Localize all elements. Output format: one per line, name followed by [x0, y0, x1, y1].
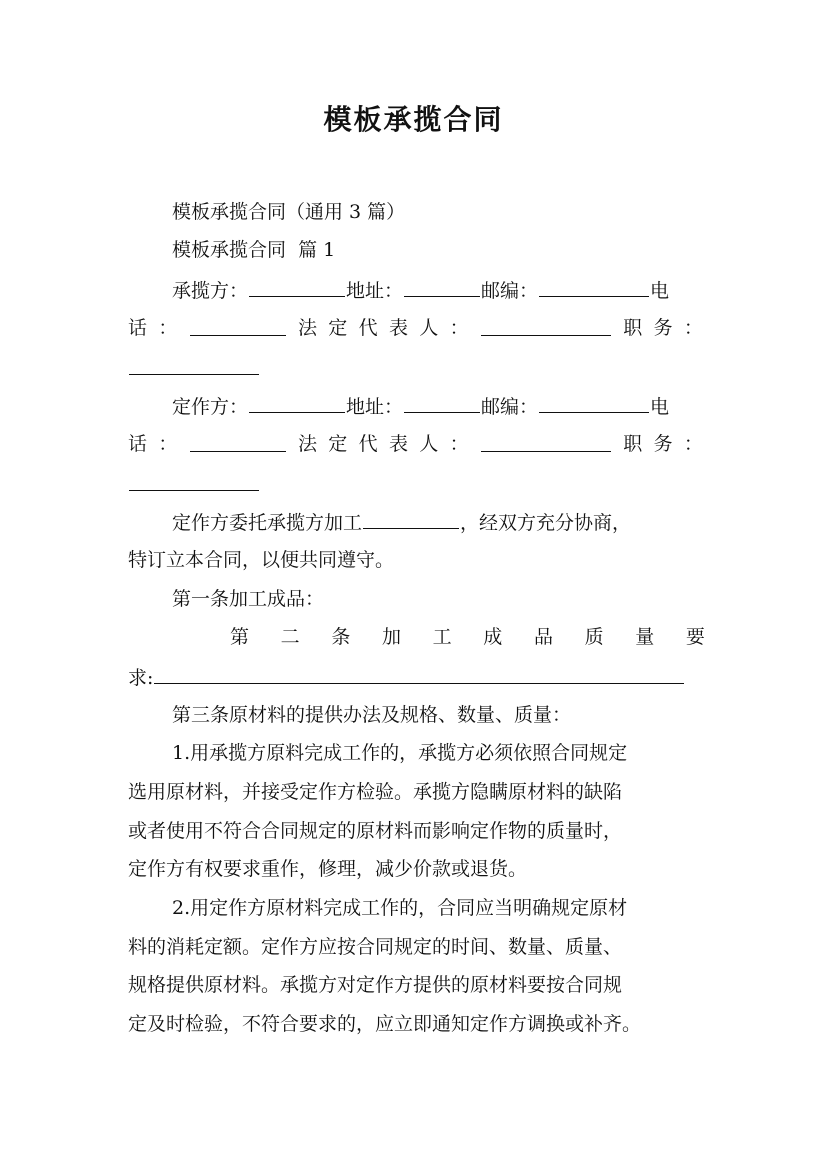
clause-2-char: 量 [635, 626, 655, 648]
item-1-line: 1.用承揽方原料完成工作的，承揽方必须依照合同规定 [172, 742, 628, 764]
document-title: 模板承揽合同 [323, 103, 504, 136]
contractor-address-label: 地址： [346, 280, 404, 302]
contractor-position-line [128, 352, 260, 384]
contractor-rep-line [128, 313, 703, 343]
client-rep-line [128, 429, 703, 459]
client-legal-rep-label-char: 定 [328, 433, 348, 455]
clause-3: 第三条原材料的提供办法及规格、数量、质量： [172, 704, 572, 726]
client-legal-rep-label-char: ： [449, 433, 469, 455]
contractor-postcode-blank [539, 274, 649, 297]
contractor-legal-rep-label-char: 法 [297, 317, 317, 339]
item-1-line: 选用原材料，并接受定作方检验。承揽方隐瞒原材料的缺陷 [128, 781, 623, 803]
contractor-party-label: 承揽方： [172, 280, 249, 302]
client-legal-rep-label-char: 人 [419, 433, 439, 455]
item-2-line: 2.用定作方原材料完成工作的，合同应当明确规定原材 [172, 897, 628, 919]
contractor-phone-blank [190, 313, 286, 336]
clause-2-char: 成 [483, 626, 503, 648]
item-1-line: 定作方有权要求重作，修理，减少价款或退货。 [128, 858, 528, 880]
item-2-line: 料的消耗定额。定作方应按合同规定的时间、数量、质量、 [128, 936, 623, 958]
clause-1: 第一条加工成品： [172, 588, 325, 610]
clause-2-line-1 [230, 622, 705, 652]
client-position-blank [129, 468, 259, 491]
client-phone-label-part1: 电 [650, 396, 670, 418]
clause-2-text: 求: [128, 667, 154, 689]
document-subtitle: 模板承揽合同（通用 3 篇） [172, 201, 406, 223]
contractor-position-label-char: 务 [653, 317, 673, 339]
client-postcode-blank [539, 390, 649, 413]
client-party-label: 定作方： [172, 396, 249, 418]
contractor-legal-rep-blank [481, 313, 611, 336]
client-position-label-char: 务 [653, 433, 673, 455]
clause-2-char: 加 [381, 626, 401, 648]
quality-requirement-blank [154, 661, 684, 684]
client-position-label-char: ： [683, 433, 703, 455]
client-phone-label-char: ： [158, 433, 178, 455]
clause-2-char: 质 [584, 626, 604, 648]
processing-item-blank [363, 506, 459, 529]
clause-2-char: 二 [280, 626, 300, 648]
intro-text-b: ，经双方充分协商， [460, 512, 632, 534]
client-phone-blank [190, 429, 286, 452]
contractor-legal-rep-label-char: 人 [419, 317, 439, 339]
intro-line-1 [172, 506, 631, 538]
clause-2-char: 条 [331, 626, 351, 648]
contractor-phone-label-part1: 电 [650, 280, 670, 302]
contractor-position-label-char: ： [683, 317, 703, 339]
client-postcode-label: 邮编： [481, 396, 539, 418]
client-position-label-char: 职 [623, 433, 643, 455]
contractor-phone-label-char: ： [158, 317, 178, 339]
contractor-legal-rep-label-char: 表 [388, 317, 408, 339]
clause-2-char: 工 [432, 626, 452, 648]
client-address-label: 地址： [346, 396, 404, 418]
item-1-line: 或者使用不符合合同规定的原材料而影响定作物的质量时， [128, 820, 623, 842]
article-heading: 模板承揽合同 篇 1 [172, 239, 336, 261]
client-legal-rep-label-char: 法 [297, 433, 317, 455]
contractor-info-line [172, 274, 669, 306]
client-legal-rep-blank [481, 429, 611, 452]
intro-line-2: 特订立本合同，以便共同遵守。 [128, 549, 395, 571]
client-name-blank [249, 390, 345, 413]
contractor-postcode-label: 邮编： [481, 280, 539, 302]
contractor-phone-label-char: 话 [128, 317, 148, 339]
client-legal-rep-label-char: 代 [358, 433, 378, 455]
clause-2-char: 品 [533, 626, 553, 648]
item-2-line: 规格提供原材料。承揽方对定作方提供的原材料要按合同规 [128, 974, 623, 996]
contractor-name-blank [249, 274, 345, 297]
contractor-legal-rep-label-char: 定 [328, 317, 348, 339]
clause-2-char: 要 [685, 626, 705, 648]
contractor-position-label-char: 职 [623, 317, 643, 339]
clause-2-line-2 [128, 661, 685, 693]
item-2-line: 定及时检验，不符合要求的，应立即通知定作方调换或补齐。 [128, 1013, 642, 1035]
contractor-position-blank [129, 352, 259, 375]
clause-2-char: 第 [230, 626, 250, 648]
client-address-blank [404, 390, 480, 413]
client-position-line [128, 468, 260, 500]
client-legal-rep-label-char: 表 [388, 433, 408, 455]
contractor-legal-rep-label-char: ： [449, 317, 469, 339]
client-phone-label-char: 话 [128, 433, 148, 455]
contractor-legal-rep-label-char: 代 [358, 317, 378, 339]
intro-text-a: 定作方委托承揽方加工 [172, 512, 363, 534]
client-info-line [172, 390, 669, 422]
contractor-address-blank [404, 274, 480, 297]
